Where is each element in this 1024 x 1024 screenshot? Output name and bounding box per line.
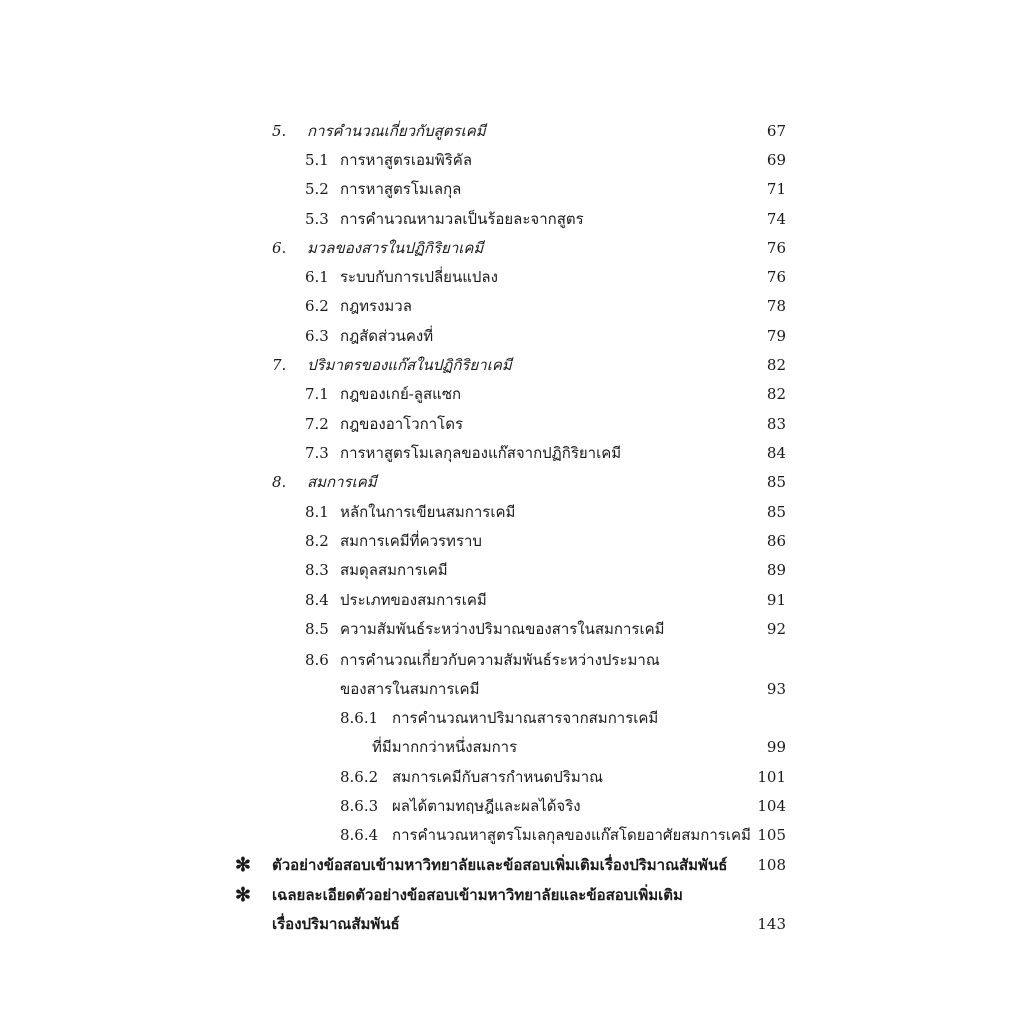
item-number: 8.4 (305, 591, 329, 609)
item-title: ประเภทของสมการเคมี (340, 591, 487, 609)
subitem-title-continued: ที่มีมากกว่าหนึ่งสมการ (372, 738, 518, 756)
page-number: 85 (766, 473, 786, 491)
item-number: 7.2 (305, 415, 329, 433)
toc-extra-exam-solutions-continued (0, 910, 1024, 939)
toc-subitem-8-6-1-continued (0, 733, 1024, 762)
subitem-title: ผลได้ตามทฤษฎีและผลได้จริง (392, 797, 581, 815)
page-number: 76 (766, 239, 786, 257)
toc-item-5-1 (0, 146, 1024, 175)
page-number: 108 (757, 856, 786, 874)
page-number: 143 (757, 915, 786, 933)
toc-subitem-8-6-3 (0, 792, 1024, 821)
item-number: 6.1 (305, 268, 329, 286)
extra-title: เฉลยละเอียดตัวอย่างข้อสอบเข้ามหาวิทยาลัยและข้อสอบเพิ่มเติม (272, 886, 683, 904)
page-number: 85 (766, 503, 786, 521)
item-number: 8.2 (305, 532, 329, 550)
subitem-title: สมการเคมีกับสารกำหนดปริมาณ (392, 768, 604, 786)
toc-extra-exam-examples (0, 851, 1024, 880)
toc-subitem-8-6-4 (0, 821, 1024, 850)
page-number: 78 (766, 297, 786, 315)
toc-extra-exam-solutions (0, 881, 1024, 910)
item-title: กฎสัดส่วนคงที่ (340, 327, 434, 345)
subitem-title: การคำนวณหาปริมาณสารจากสมการเคมี (392, 709, 659, 727)
toc-item-7-1 (0, 380, 1024, 409)
subitem-number: 8.6.1 (340, 709, 379, 727)
page-number: 83 (766, 415, 786, 433)
toc-item-8-2 (0, 527, 1024, 556)
subitem-number: 8.6.2 (340, 768, 379, 786)
toc-item-5-2 (0, 175, 1024, 204)
subitem-number: 8.6.4 (340, 826, 379, 844)
item-title: การคำนวณหามวลเป็นร้อยละจากสูตร (340, 210, 584, 228)
page-number: 91 (766, 591, 786, 609)
page-number: 82 (766, 356, 786, 374)
item-title: กฎของเกย์-ลูสแซก (340, 385, 462, 403)
page-number: 93 (766, 680, 786, 698)
item-title: หลักในการเขียนสมการเคมี (340, 503, 516, 521)
section-title: ปริมาตรของแก๊สในปฏิกิริยาเคมี (307, 356, 512, 374)
item-title: การหาสูตรโมเลกุลของแก๊สจากปฏิกิริยาเคมี (340, 444, 622, 462)
toc-item-8-6 (0, 646, 1024, 675)
page-number: 69 (766, 151, 786, 169)
asterisk-icon: ✻ (235, 884, 251, 906)
item-number: 6.3 (305, 327, 329, 345)
page-number: 101 (757, 768, 786, 786)
section-title: การคำนวณเกี่ยวกับสูตรเคมี (307, 122, 486, 140)
extra-title: ตัวอย่างข้อสอบเข้ามหาวิทยาลัยและข้อสอบเพิ่มเติมเรื่องปริมาณสัมพันธ์ (272, 856, 728, 874)
toc-item-8-6-continued (0, 675, 1024, 704)
section-number: 7. (272, 356, 287, 374)
item-title: สมดุลสมการเคมี (340, 561, 448, 579)
item-number: 5.3 (305, 210, 329, 228)
page-number: 82 (766, 385, 786, 403)
item-title: การหาสูตรโมเลกุล (340, 180, 462, 198)
toc-section-8 (0, 468, 1024, 497)
section-number: 5. (272, 122, 287, 140)
item-number: 8.1 (305, 503, 329, 521)
toc-section-6 (0, 234, 1024, 263)
toc-item-8-3 (0, 556, 1024, 585)
item-number: 7.1 (305, 385, 329, 403)
asterisk-icon: ✻ (235, 854, 251, 876)
page-number: 86 (766, 532, 786, 550)
item-title: ระบบกับการเปลี่ยนแปลง (340, 268, 498, 286)
item-title: การหาสูตรเอมพิริคัล (340, 151, 473, 169)
section-number: 8. (272, 473, 287, 491)
extra-title-continued: เรื่องปริมาณสัมพันธ์ (272, 915, 400, 933)
item-title: การคำนวณเกี่ยวกับความสัมพันธ์ระหว่างประมาณ (340, 651, 660, 669)
toc-subitem-8-6-1 (0, 704, 1024, 733)
page-number: 71 (766, 180, 786, 198)
item-number: 8.3 (305, 561, 329, 579)
page-number: 105 (757, 826, 786, 844)
item-title: กฎทรงมวล (340, 297, 412, 315)
toc-item-6-2 (0, 292, 1024, 321)
toc-item-7-2 (0, 410, 1024, 439)
page-number: 92 (766, 620, 786, 638)
item-number: 5.2 (305, 180, 329, 198)
page-number: 89 (766, 561, 786, 579)
page-number: 74 (766, 210, 786, 228)
item-number: 7.3 (305, 444, 329, 462)
item-title: กฎของอาโวกาโดร (340, 415, 464, 433)
toc-item-5-3 (0, 205, 1024, 234)
toc-item-8-1 (0, 498, 1024, 527)
item-number: 5.1 (305, 151, 329, 169)
item-title: สมการเคมีที่ควรทราบ (340, 532, 482, 550)
toc-section-5 (0, 117, 1024, 146)
toc-section-7 (0, 351, 1024, 380)
toc-subitem-8-6-2 (0, 763, 1024, 792)
page-number: 84 (766, 444, 786, 462)
toc-item-6-3 (0, 322, 1024, 351)
toc-item-7-3 (0, 439, 1024, 468)
page-number: 76 (766, 268, 786, 286)
section-title: มวลของสารในปฏิกิริยาเคมี (307, 239, 484, 257)
page-number: 99 (766, 738, 786, 756)
subitem-number: 8.6.3 (340, 797, 379, 815)
item-title-continued: ของสารในสมการเคมี (340, 680, 480, 698)
toc-item-8-4 (0, 586, 1024, 615)
section-number: 6. (272, 239, 287, 257)
item-number: 8.5 (305, 620, 329, 638)
page-number: 104 (757, 797, 786, 815)
item-number: 8.6 (305, 651, 329, 669)
item-title: ความสัมพันธ์ระหว่างปริมาณของสารในสมการเคมี (340, 620, 665, 638)
page-number: 67 (766, 122, 786, 140)
subitem-title: การคำนวณหาสูตรโมเลกุลของแก๊สโดยอาศัยสมการเคมี (392, 826, 751, 844)
toc-item-6-1 (0, 263, 1024, 292)
item-number: 6.2 (305, 297, 329, 315)
section-title: สมการเคมี (307, 473, 377, 491)
page-number: 79 (766, 327, 786, 345)
toc-item-8-5 (0, 615, 1024, 644)
